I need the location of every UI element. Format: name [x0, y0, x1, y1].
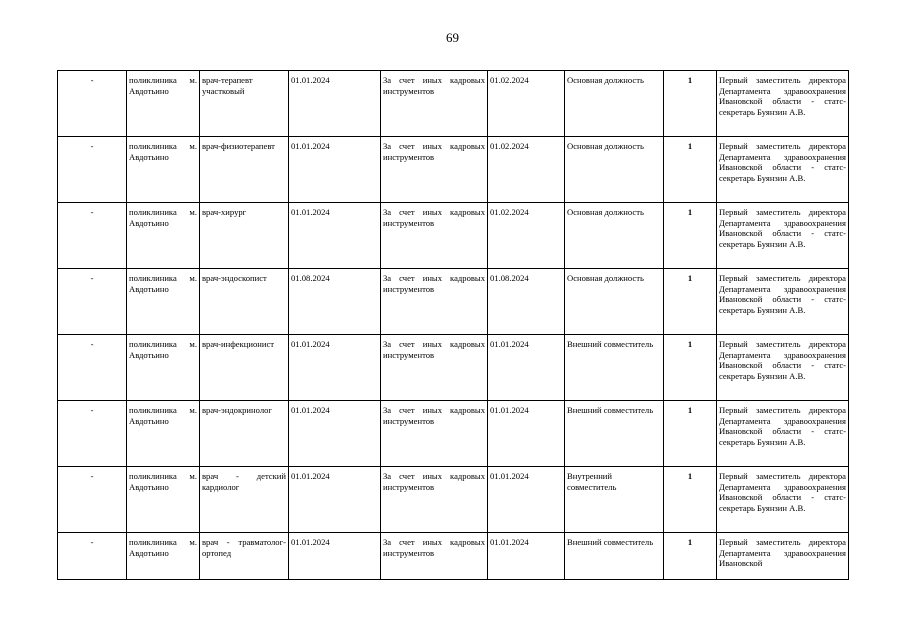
end-date-cell: 01.01.2024 — [488, 401, 565, 467]
table-row — [58, 203, 849, 269]
position-cell: врач-инфекционист — [200, 335, 289, 401]
position-cell: врач-эндокринолог — [200, 401, 289, 467]
start-date-cell: 01.08.2024 — [289, 269, 381, 335]
start-date-cell: 01.01.2024 — [289, 467, 381, 533]
employment-type-cell: Основная должность — [565, 269, 664, 335]
source-cell: За счет иных кадровых инструментов — [381, 203, 488, 269]
table-row — [58, 533, 849, 580]
table-row — [58, 335, 849, 401]
end-date-cell: 01.01.2024 — [488, 533, 565, 580]
source-cell: За счет иных кадровых инструментов — [381, 335, 488, 401]
mark-cell: - — [58, 269, 127, 335]
position-cell: врач - детский кардиолог — [200, 467, 289, 533]
start-date-cell: 01.01.2024 — [289, 203, 381, 269]
start-date-cell: 01.01.2024 — [289, 137, 381, 203]
source-cell: За счет иных кадровых инструментов — [381, 467, 488, 533]
start-date-cell: 01.01.2024 — [289, 71, 381, 137]
count-cell: 1 — [664, 203, 717, 269]
count-cell: 1 — [664, 137, 717, 203]
mark-cell: - — [58, 137, 127, 203]
staffing-table — [57, 70, 849, 580]
position-cell: врач-эндоскопист — [200, 269, 289, 335]
end-date-cell: 01.01.2024 — [488, 467, 565, 533]
staffing-table-container — [57, 70, 848, 580]
employment-type-cell: Внутренний совместитель — [565, 467, 664, 533]
count-cell: 1 — [664, 533, 717, 580]
table-row — [58, 269, 849, 335]
organization-cell: поликлиника м. Авдотьино — [127, 467, 200, 533]
organization-cell: поликлиника м. Авдотьино — [127, 533, 200, 580]
position-cell: врач - травматолог-ортопед — [200, 533, 289, 580]
mark-cell: - — [58, 533, 127, 580]
organization-cell: поликлиника м. Авдотьино — [127, 269, 200, 335]
employment-type-cell: Основная должность — [565, 71, 664, 137]
responsible-person-cell: Первый заместитель директора Департамента здравоохранения Ивановской области - статс-секретарь Буянзин А.В. — [717, 137, 849, 203]
responsible-person-cell: Первый заместитель директора Департамента здравоохранения Ивановской области - статс-секретарь Буянзин А.В. — [717, 203, 849, 269]
employment-type-cell: Внешний совместитель — [565, 533, 664, 580]
responsible-person-cell: Первый заместитель директора Департамента здравоохранения Ивановской области - статс-секретарь Буянзин А.В. — [717, 467, 849, 533]
employment-type-cell: Внешний совместитель — [565, 401, 664, 467]
responsible-person-cell: Первый заместитель директора Департамента здравоохранения Ивановской — [717, 533, 849, 580]
end-date-cell: 01.02.2024 — [488, 137, 565, 203]
position-cell: врач-физиотерапевт — [200, 137, 289, 203]
end-date-cell: 01.02.2024 — [488, 71, 565, 137]
organization-cell: поликлиника м. Авдотьино — [127, 401, 200, 467]
employment-type-cell: Основная должность — [565, 137, 664, 203]
source-cell: За счет иных кадровых инструментов — [381, 71, 488, 137]
mark-cell: - — [58, 203, 127, 269]
count-cell: 1 — [664, 467, 717, 533]
responsible-person-cell: Первый заместитель директора Департамента здравоохранения Ивановской области - статс-секретарь Буянзин А.В. — [717, 401, 849, 467]
organization-cell: поликлиника м. Авдотьино — [127, 335, 200, 401]
source-cell: За счет иных кадровых инструментов — [381, 533, 488, 580]
page-number: 69 — [446, 30, 459, 45]
end-date-cell: 01.08.2024 — [488, 269, 565, 335]
employment-type-cell: Внешний совместитель — [565, 335, 664, 401]
table-row — [58, 137, 849, 203]
source-cell: За счет иных кадровых инструментов — [381, 401, 488, 467]
source-cell: За счет иных кадровых инструментов — [381, 137, 488, 203]
table-row — [58, 401, 849, 467]
position-cell: врач-хирург — [200, 203, 289, 269]
start-date-cell: 01.01.2024 — [289, 401, 381, 467]
organization-cell: поликлиника м. Авдотьино — [127, 137, 200, 203]
organization-cell: поликлиника м. Авдотьино — [127, 203, 200, 269]
start-date-cell: 01.01.2024 — [289, 533, 381, 580]
mark-cell: - — [58, 467, 127, 533]
count-cell: 1 — [664, 71, 717, 137]
count-cell: 1 — [664, 335, 717, 401]
end-date-cell: 01.01.2024 — [488, 335, 565, 401]
employment-type-cell: Основная должность — [565, 203, 664, 269]
mark-cell: - — [58, 401, 127, 467]
table-body — [58, 71, 849, 580]
mark-cell: - — [58, 335, 127, 401]
source-cell: За счет иных кадровых инструментов — [381, 269, 488, 335]
responsible-person-cell: Первый заместитель директора Департамента здравоохранения Ивановской области - статс-секретарь Буянзин А.В. — [717, 269, 849, 335]
start-date-cell: 01.01.2024 — [289, 335, 381, 401]
end-date-cell: 01.02.2024 — [488, 203, 565, 269]
table-row — [58, 467, 849, 533]
responsible-person-cell: Первый заместитель директора Департамента здравоохранения Ивановской области - статс-секретарь Буянзин А.В. — [717, 335, 849, 401]
count-cell: 1 — [664, 401, 717, 467]
position-cell: врач-терапевт участковый — [200, 71, 289, 137]
mark-cell: - — [58, 71, 127, 137]
organization-cell: поликлиника м. Авдотьино — [127, 71, 200, 137]
responsible-person-cell: Первый заместитель директора Департамента здравоохранения Ивановской области - статс-секретарь Буянзин А.В. — [717, 71, 849, 137]
count-cell: 1 — [664, 269, 717, 335]
table-row — [58, 71, 849, 137]
